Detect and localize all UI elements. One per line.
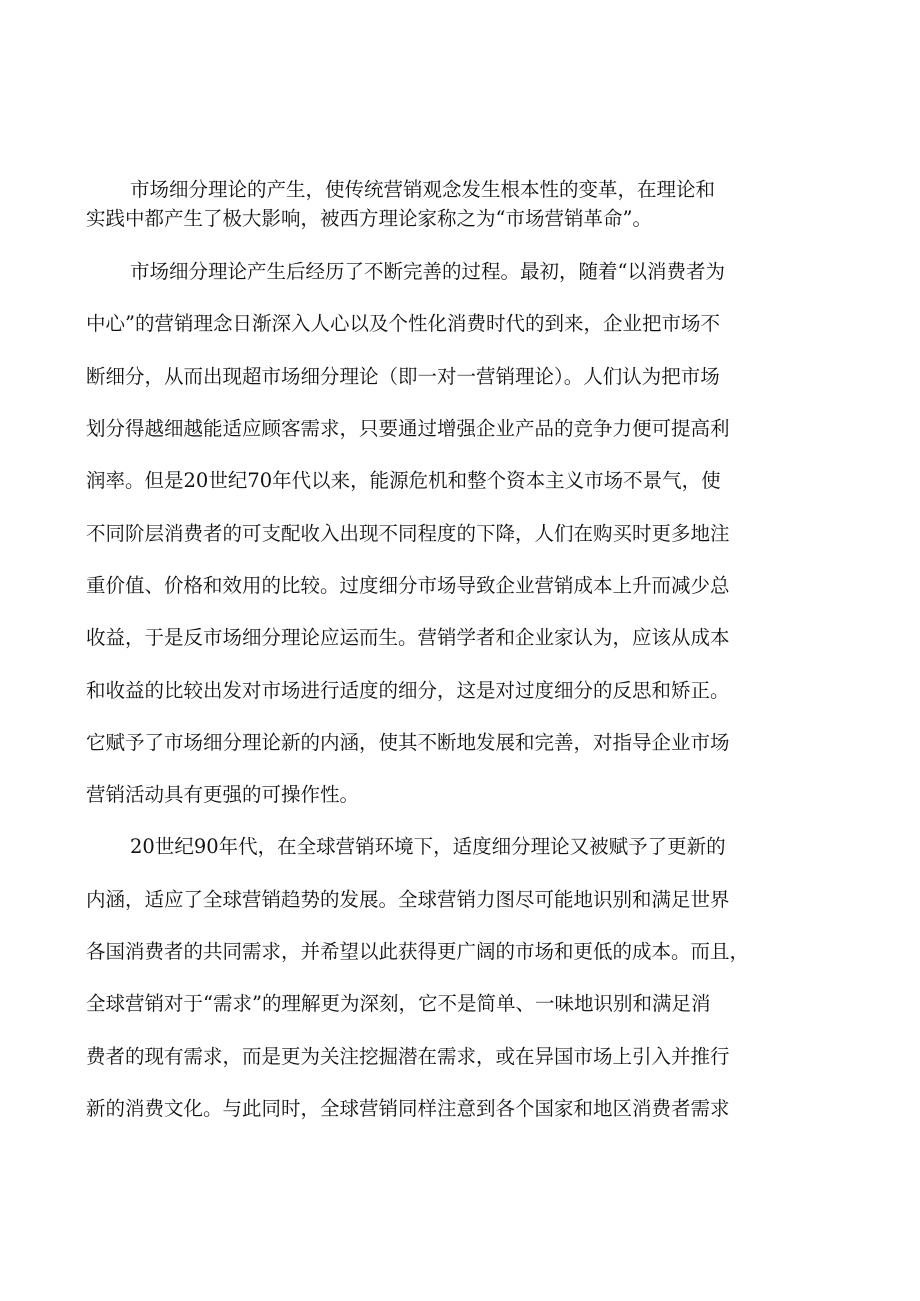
text-line: 断细分，从而出现超市场细分理论（即一对一营销理论）。人们认为把市场 [86, 365, 720, 388]
text-line: 润率。但是20世纪70年代以来，能源危机和整个资本主义市场不景气，使 [86, 469, 721, 492]
text-line: 划分得越细越能适应顾客需求，只要通过增强企业产品的竞争力便可提高利 [86, 417, 730, 440]
text-line: 不同阶层消费者的可支配收入出现不同程度的下降，人们在购买时更多地注 [86, 522, 730, 545]
text-line: 重价值、价格和效用的比较。过度细分市场导致企业营销成本上升而减少总 [86, 574, 730, 597]
text-line: 中心”的营销理念日渐深入人心以及个性化消费时代的到来，企业把市场不 [86, 312, 720, 335]
text-line: 内涵，适应了全球营销趋势的发展。全球营销力图尽可能地识别和满足世界 [86, 888, 730, 911]
text-line: 收益，于是反市场细分理论应运而生。营销学者和企业家认为，应该从成本 [86, 626, 730, 649]
text-line: 各国消费者的共同需求，并希望以此获得更广阔的市场和更低的成本。而且， [86, 940, 750, 963]
text-line: 20世纪90年代，在全球营销环境下，适度细分理论又被赋予了更新的 [130, 835, 726, 858]
text-line: 它赋予了市场细分理论新的内涵，使其不断地发展和完善，对指导企业市场 [86, 731, 730, 754]
text-line: 实践中都产生了极大影响，被西方理论家称之为“市场营销革命”。 [86, 207, 652, 230]
text-line: 市场细分理论的产生，使传统营销观念发生根本性的变革，在理论和 [130, 178, 716, 201]
text-line: 全球营销对于“需求”的理解更为深刻，它不是简单、一味地识别和满足消 [86, 992, 711, 1015]
text-line: 和收益的比较出发对市场进行适度的细分，这是对过度细分的反思和矫正。 [86, 679, 730, 702]
text-line: 市场细分理论产生后经历了不断完善的过程。最初，随着“以消费者为 [130, 260, 725, 283]
text-line: 新的消费文化。与此同时，全球营销同样注意到各个国家和地区消费者需求 [86, 1097, 730, 1120]
text-line: 营销活动具有更强的可操作性。 [86, 783, 360, 806]
text-line: 费者的现有需求，而是更为关注挖掘潜在需求，或在异国市场上引入并推行 [86, 1045, 730, 1068]
